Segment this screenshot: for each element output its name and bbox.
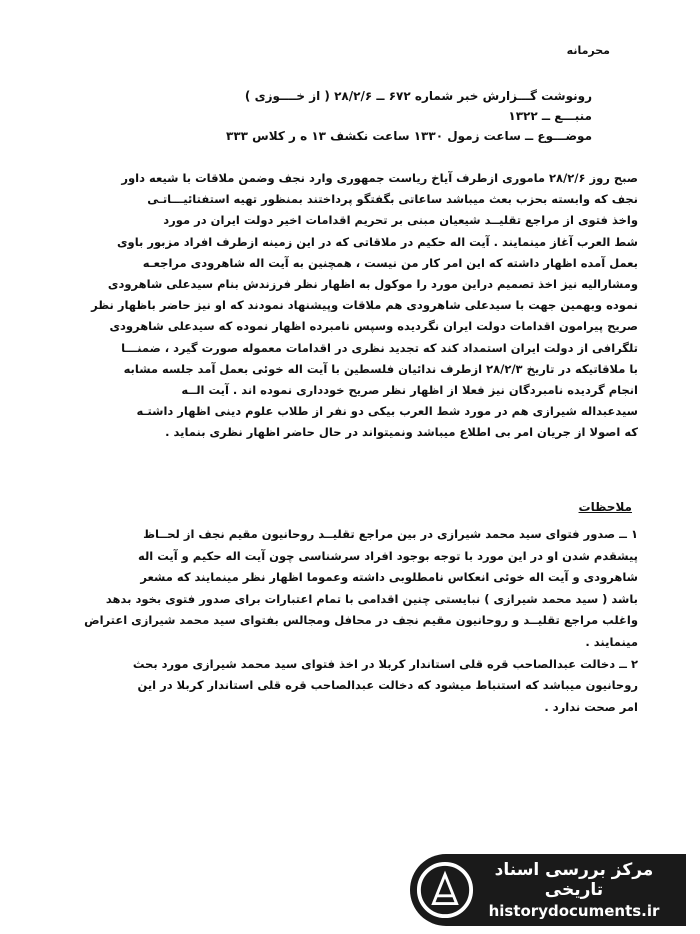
- text-line: شاهرودی و آیت اله خوئی انعکاس نامطلوبی داشته وعموما اظهار نظر مینمایند که مشعر: [140, 570, 638, 585]
- notes-heading: ملاحظات: [578, 500, 632, 514]
- text-line: ۱ ــ صدور فتوای سید محمد شیرازی در بین مراجع تقلیــد روحانیون مقیم نجف از لحــاظ: [143, 527, 638, 541]
- text-line: شط العرب آغاز مینمایند . آیت اله حکیم در ملاقاتی که در این زمینه ازطرف افراد مزبور باوی: [117, 234, 638, 249]
- text-line: نجف که وابسته بحزب بعث میباشد ساعاتی بگفتگو پرداختند بمنظور تهیه استفتائیـــاتـی: [147, 192, 638, 207]
- text-line: واغلب مراجع تقلیــد و روحانیون مقیم نجف در محافل ومجالس بفتوای سید محمد شیرازی اعتراض: [84, 613, 638, 628]
- text-line: انجام گردیده نامبردگان نیز فعلا از اظهار نظر صریح خودداری نموده اند . آیت الــه: [181, 383, 638, 398]
- archive-watermark: [410, 854, 686, 926]
- report-title-line: رونوشت گـــزارش خبر شماره ۶۷۲ ــ ۲۸/۲/۶ ( از خــــوزی ): [244, 89, 592, 103]
- text-line: واخذ فتوی از مراجع تقلیــد شیعیان مبنی بر تحریم اقدامات اخیر دولت ایران در مورد: [163, 213, 638, 228]
- text-line: تلگرافی از دولت ایران استمداد کند که تجدید نظری در اقدامات معموله صورت گیرد ، ضمنـــا: [121, 340, 638, 355]
- archive-logo-icon: [416, 861, 474, 919]
- text-line: امر صحت ندارد .: [544, 699, 638, 714]
- text-line: صریح پیرامون اقدامات دولت ایران نگردیده وسپس نامبرده اظهار نموده که سیدعلی شاهرودی: [109, 319, 638, 334]
- subject-line: موضـــوع ــ ساعت زمول ۱۳۳۰ ساعت نکشف ۱۳ ه ر کلاس ۳۳۳: [226, 129, 592, 143]
- text-line: روحانیون میباشد که استنباط میشود که دخالت عبدالصاحب قره قلی استاندار کربلا در این: [137, 678, 638, 693]
- text-line: نموده وبهمین جهت با سیدعلی شاهرودی هم ملاقات وپیشنهاد نمودند که او نیز حاضر باظهار نظر: [91, 298, 638, 313]
- text-line: صبح روز ۲۸/۲/۶ ماموری ازطرف آیاخ ریاست جمهوری وارد نجف وضمن ملاقات با شیعه داور: [121, 171, 638, 185]
- text-line: که اصولا از جریان امر بی اطلاع میباشد ونمیتواند در حال حاضر اظهار نظری بنماید .: [165, 425, 638, 440]
- source-line: منبـــع ــ ۱۳۲۲: [508, 109, 592, 123]
- notes-section: [62, 524, 638, 718]
- text-line: ومشارالیه نیز اخذ تصمیم دراین مورد را موکول به اظهار نظر فرزندش بنام سیدعلی شاهرودی: [107, 277, 638, 292]
- text-line: باشد ( سید محمد شیرازی ) نبایستی چنین اقدامی با تمام اعتبارات برای صدور فتوی بخود بدهد: [105, 591, 638, 606]
- archive-name: مرکز بررسی اسناد تاریخی: [494, 860, 654, 900]
- text-line: ۲ ــ دخالت عبدالصاحب قره قلی استاندار کربلا در اخذ فتوای سید محمد شیرازی مورد بحث: [132, 656, 638, 671]
- text-line: با ملاقاتیکه در تاریخ ۲۸/۲/۳ ازطرف ندائیان فلسطین با آیت اله خوئی بعمل آمد جلسه مشابه: [123, 361, 638, 376]
- text-line: مینمایند .: [585, 634, 638, 649]
- text-line: سیدعبداله شیرازی هم در مورد شط العرب بیکی دو نفر از طلاب علوم دینی اظهار داشتـه: [136, 404, 638, 419]
- text-line: پیشقدم شدن او در این مورد با توجه بوجود افراد سرشناسی چون آیت اله حکیم و آیت اله: [137, 548, 638, 563]
- report-meta: [60, 86, 592, 146]
- archive-url: historydocuments.ir: [488, 902, 660, 920]
- report-body: [62, 168, 638, 444]
- text-line: بعمل آمده اظهار داشته که این امر کار من نیست ، همچنین به آیت اله شاهرودی مراجعـه: [142, 255, 638, 270]
- classification-mark: محرمانه: [566, 44, 610, 57]
